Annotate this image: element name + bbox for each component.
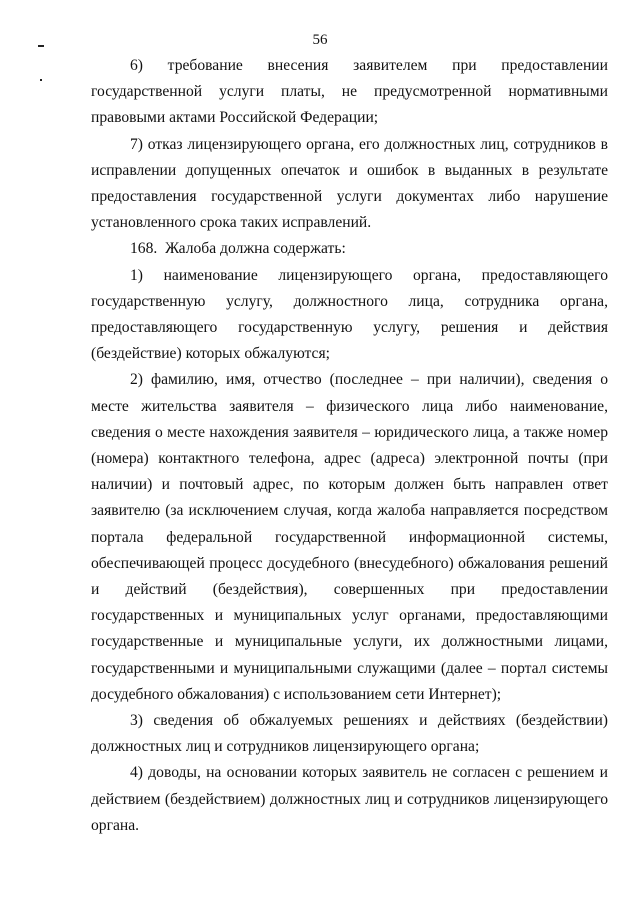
scan-mark <box>40 79 42 81</box>
paragraph-complaint-item-1: 1) наименование лицензирующего органа, предоставляющего государственную услугу, должностного лица, сотрудника органа, предоставляющего государственную услугу, решения и действия (бездействие) которых обжалуются; <box>91 266 608 363</box>
scan-mark <box>38 45 44 47</box>
paragraph-complaint-item-3: 3) сведения об обжалуемых решениях и действиях (бездействии) должностных лиц и сотрудников лицензирующего органа; <box>91 712 608 756</box>
paragraph-complaint-item-2: 2) фамилию, имя, отчество (последнее – при наличии), сведения о месте жительства заявителя – физического лица либо наименование, сведения о месте нахождения заявителя – юридического лица, а также номер (номера) контактного телефона, адрес (адреса) электронной почты (при наличии) и почтовый адрес, по которым должен быть направлен ответ заявителю (за исключением случая, когда жалоба направляется посредством портала федеральной государственной информационной системы, обеспечивающей процесс досудебного (внесудебного) обжалования решений и действий (бездействия), совершенных при предоставлении государственных и муниципальных услуг органами, предоставляющими государственные и муниципальные услуги, их должностными лицами, государственными и муниципальными служащими (далее – портал системы досудебного обжалования) с использованием сети Интернет); <box>91 371 608 703</box>
page-number: 56 <box>312 32 328 48</box>
document-body <box>91 53 608 839</box>
paragraph-item-7: 7) отказ лицензирующего органа, его должностных лиц, сотрудников в исправлении допущенных опечаток и ошибок в выданных в результате предоставления государственной услуги документах либо нарушение установленного срока таких исправлений. <box>91 135 608 232</box>
paragraph-item-6: 6) требование внесения заявителем при предоставлении государственной услуги платы, не предусмотренной нормативными правовыми актами Российской Федерации; <box>91 57 608 127</box>
paragraph-complaint-item-4: 4) доводы, на основании которых заявитель не согласен с решением и действием (бездействием) должностных лиц и сотрудников лицензирующего органа. <box>91 764 608 834</box>
paragraph-168-heading: 168. Жалоба должна содержать: <box>130 240 346 258</box>
